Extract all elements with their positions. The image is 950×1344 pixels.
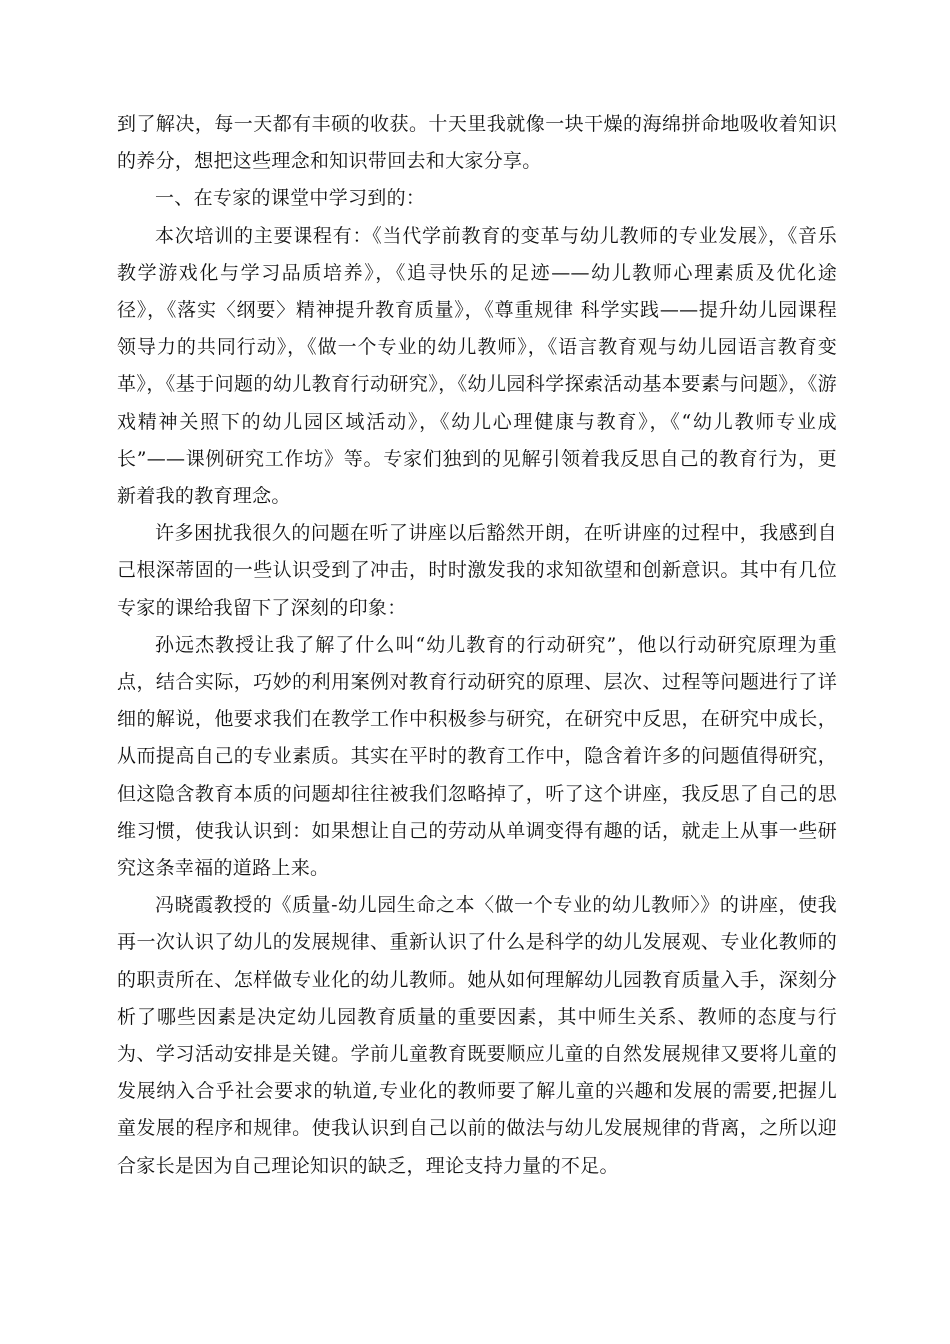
paragraph-1: 到了解决，每一天都有丰硕的收获。十天里我就像一块干燥的海绵拼命地吸收着知识的养分，想把这些理念和知识带回去和大家分享。 xyxy=(117,113,837,173)
paragraph-feng-xiaoxia: 冯晓霞教授的《质量-幼儿园生命之本〈做一个专业的幼儿教师〉》的讲座，使我再一次认识了幼儿的发展规律、重新认识了什么是科学的幼儿发展观、专业化教师的的职责所在、怎样做专业化的幼儿教师。她从如何理解幼儿园教育质量入手，深刻分析了哪些因素是决定幼儿园教育质量的重要因素，其中师生关系、教师的态度与行为、学习活动安排是关键。学前儿童教育既要顺应儿童的自然发展规律又要将儿童的发展纳入合乎社会要求的轨道,专业化的教师要了解儿童的兴趣和发展的需要,把握儿童发展的程序和规律。使我认识到自己以前的做法与幼儿发展规律的背离，之所以迎合家长是因为自己理论知识的缺乏，理论支持力量的不足。 xyxy=(117,894,837,1177)
paragraph-courses: 本次培训的主要课程有：《当代学前教育的变革与幼儿教师的专业发展》，《音乐教学游戏化与学习品质培养》，《追寻快乐的足迹——幼儿教师心理素质及优化途径》，《落实〈纲要〉精神提升教育质量》，《尊重规律 科学实践——提升幼儿园课程领导力的共同行动》，《做一个专业的幼儿教师》，《语言教育观与幼儿园语言教育变革》，《基于问题的幼儿教育行动研究》，《幼儿园科学探索活动基本要素与问题》，《游戏精神关照下的幼儿园区域活动》，《幼儿心理健康与教育》，《“幼儿教师专业成长”——课例研究工作坊》等。专家们独到的见解引领着我反思自己的教育行为，更新着我的教育理念。 xyxy=(117,224,837,508)
paragraph-impressions: 许多困扰我很久的问题在听了讲座以后豁然开朗，在听讲座的过程中，我感到自己根深蒂固的一些认识受到了冲击，时时激发我的求知欲望和创新意识。其中有几位专家的课给我留下了深刻的印象： xyxy=(117,522,837,619)
section-heading: 一、在专家的课堂中学习到的： xyxy=(155,187,426,210)
document-body xyxy=(117,106,837,1185)
paragraph-sun-yuanjie: 孙远杰教授让我了解了什么叫“幼儿教育的行动研究”，他以行动研究原理为重点，结合实际，巧妙的利用案例对教育行动研究的原理、层次、过程等问题进行了详细的解说，他要求我们在教学工作中积极参与研究，在研究中反思，在研究中成长，从而提高自己的专业素质。其实在平时的教育工作中，隐含着许多的问题值得研究，但这隐含教育本质的问题却往往被我们忽略掉了，听了这个讲座，我反思了自己的思维习惯，使我认识到：如果想让自己的劳动从单调变得有趣的话，就走上从事一些研究这条幸福的道路上来。 xyxy=(117,633,837,880)
